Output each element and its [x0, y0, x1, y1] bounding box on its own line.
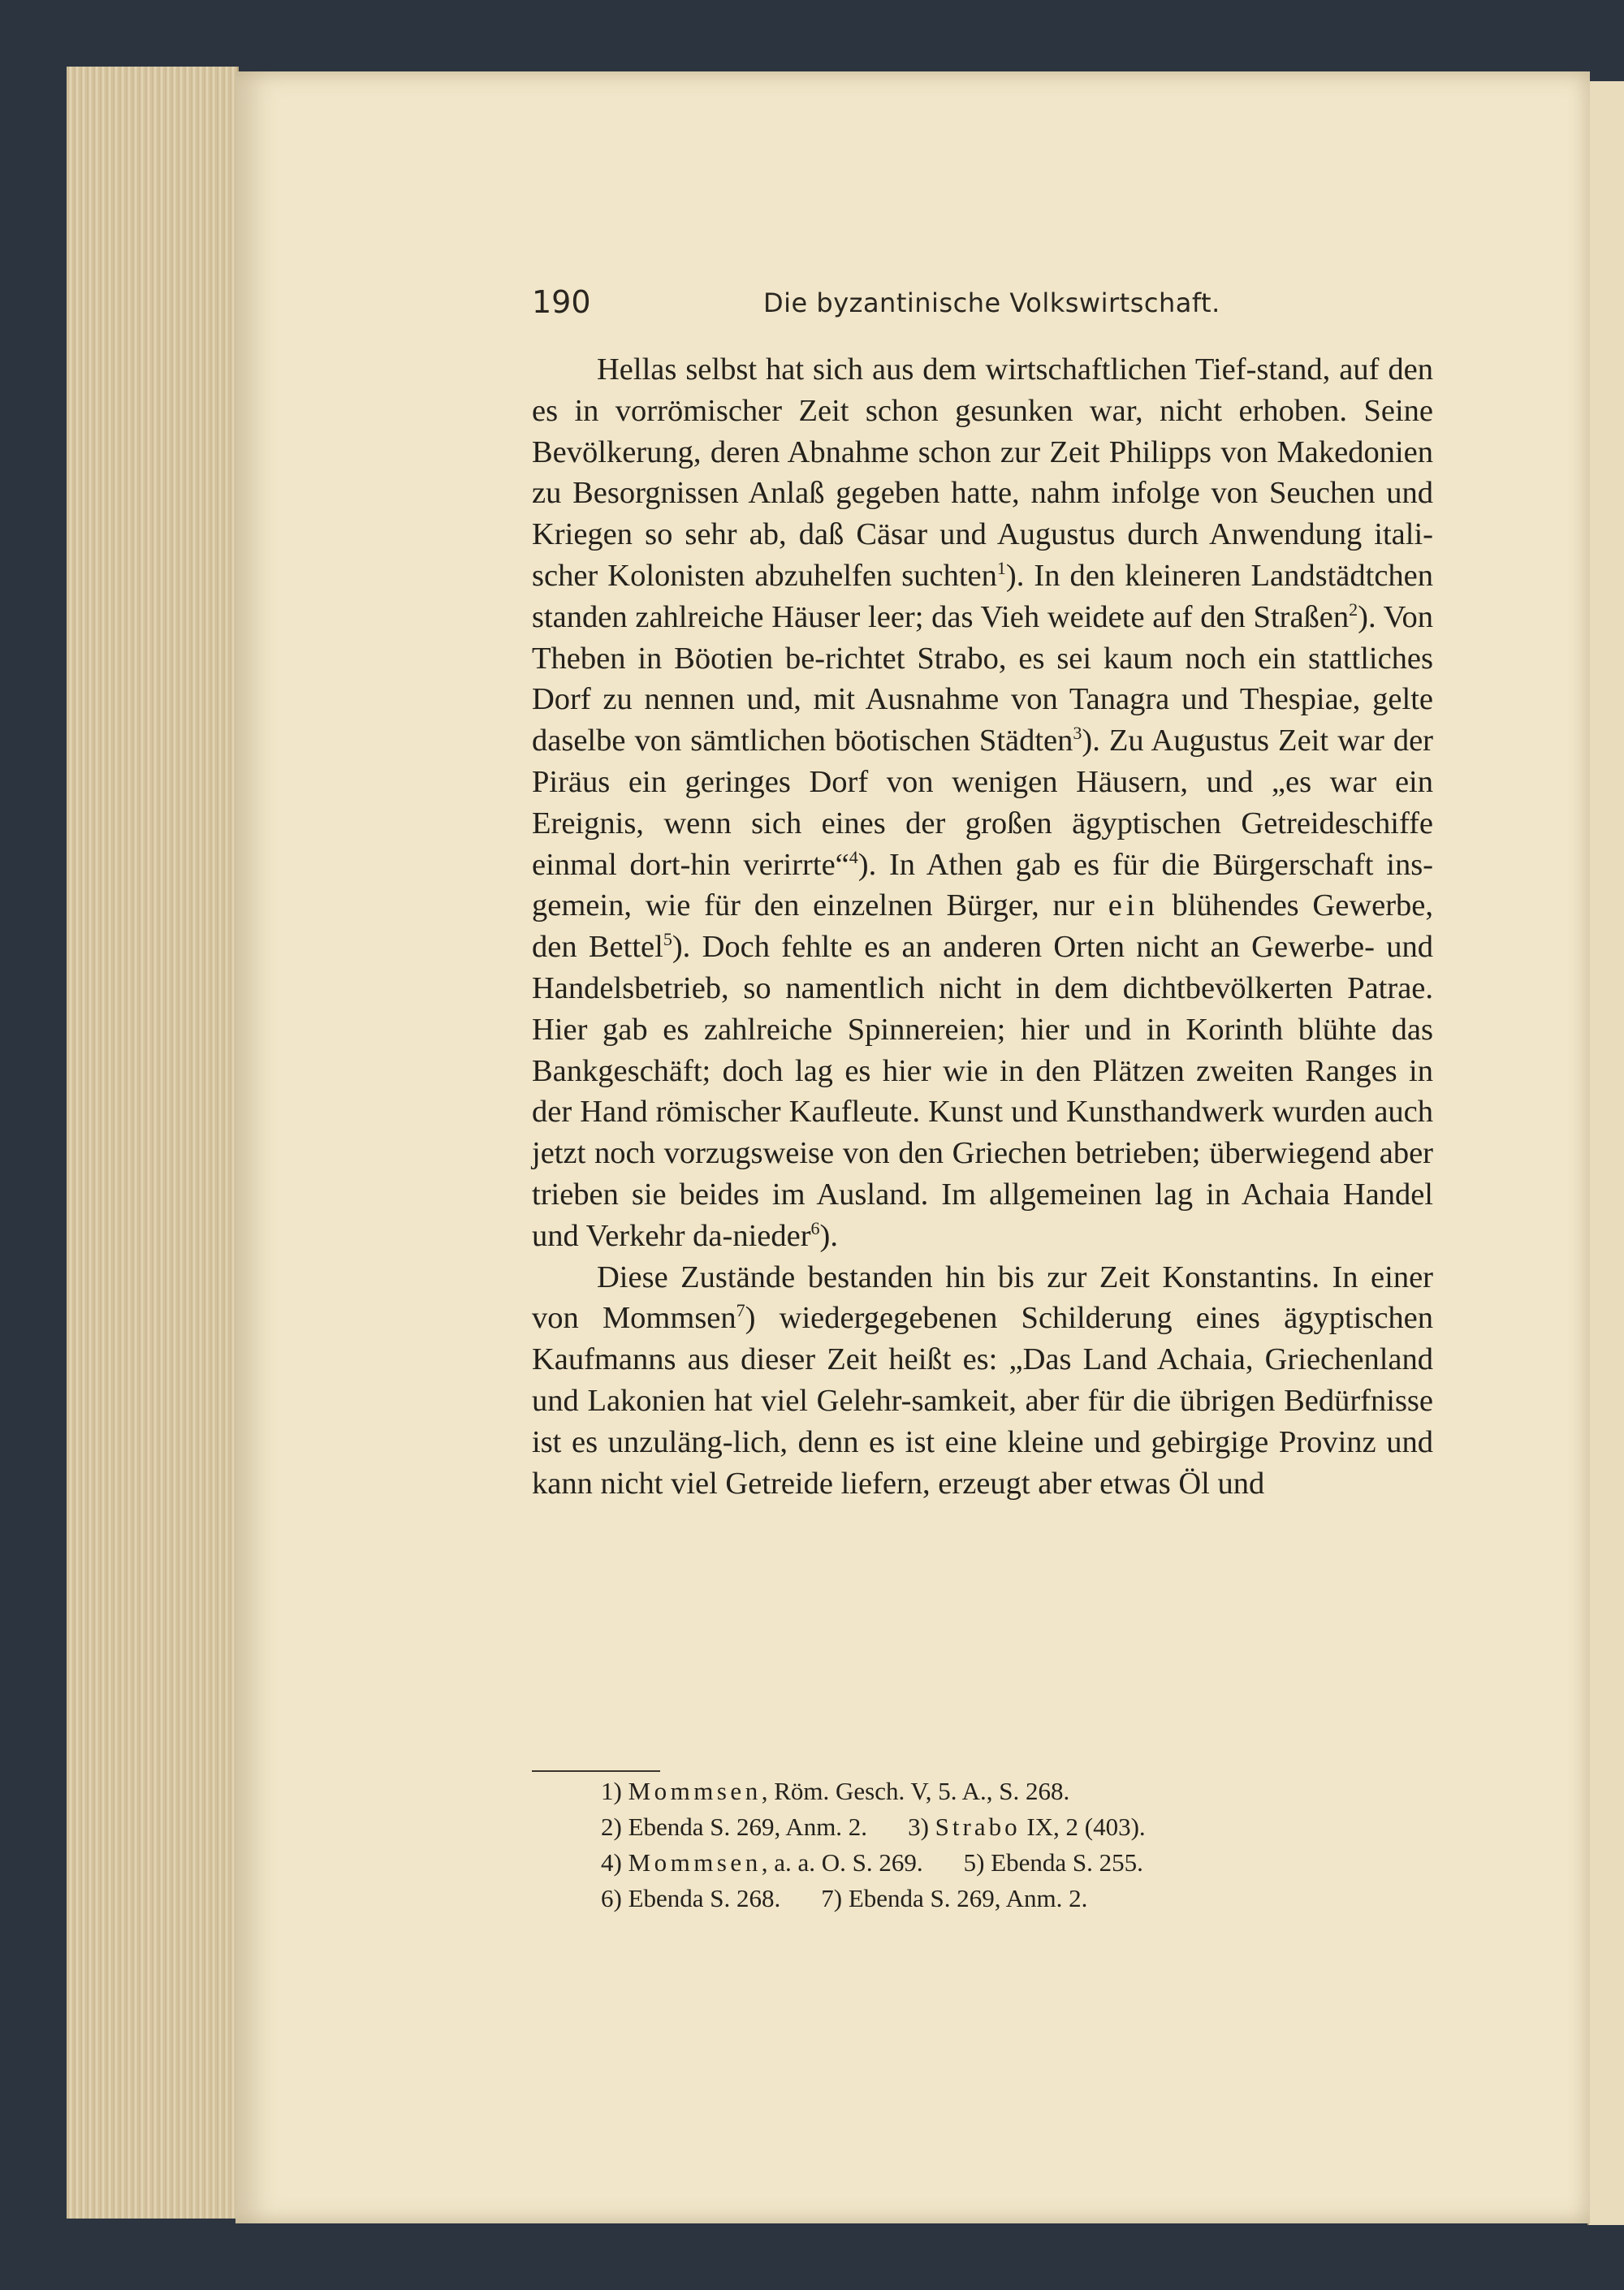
paragraph-2: Diese Zustände bestanden hin bis zur Zeit Konstantins. In einer von Mommsen$^7$) wiedergegebenen Schilderung eines ägyptischen Kaufmanns aus dieser Zeit heißt es: „Das Land Achaia, Griechenland und Lakonien hat viel Gelehr-samkeit, aber für die übrigen Bedürfnisse ist es unzuläng-lich, denn es ist eine kleine und gebirgige Provinz und kann nicht viel Getreide liefern, erzeugt aber etwas Öl und	[532, 1260, 1433, 1501]
footnote-ref: 3	[1073, 723, 1082, 744]
footnote-2-3: 2) Ebenda S. 269, Anm. 2. 3) Strabo IX, 2 (403).	[601, 1813, 1146, 1841]
footnote-ref: 7	[736, 1300, 745, 1321]
main-text	[532, 349, 1433, 1504]
page-edges	[67, 67, 239, 2219]
footnote-separator	[532, 1770, 660, 1772]
footnote-4-5: 4) Mommsen, a. a. O. S. 269. 5) Ebenda S. 255.	[601, 1848, 1143, 1877]
footnote-ref: 4	[849, 846, 858, 867]
footnote-6-7: 6) Ebenda S. 268. 7) Ebenda S. 269, Anm. 2.	[601, 1884, 1088, 1912]
paragraph-1: Hellas selbst hat sich aus dem wirtschaftlichen Tief-stand, auf den es in vorrömischer Zeit schon gesunken war, nicht erhoben. Seine Bevölkerung, deren Abnahme schon zur Zeit Philipps von Makedonien zu Besorgnissen Anlaß gegeben hatte, nahm infolge von Seuchen und Kriegen so sehr ab, daß Cäsar und Augustus durch Anwendung itali-scher Kolonisten abzuhelfen suchten$^1$). In den kleineren Landstädtchen standen zahlreiche Häuser leer; das Vieh weidete auf den Straßen$^2$). Von Theben in Böotien be-richtet Strabo, es sei kaum noch ein stattliches Dorf zu nennen und, mit Ausnahme von Tanagra und Thespiae, gelte daselbe von sämtlichen böotischen Städten$^3$). Zu Augustus Zeit war der Piräus ein geringes Dorf von wenigen Häusern, und „es war ein Ereignis, wenn sich eines der großen ägyptischen Getreideschiffe einmal dort-hin verirrte“$^4$). In Athen gab es für die Bürgerschaft ins-gemein, wie für den einzelnen Bürger, nur ein blühendes Gewerbe, den Bettel$^5$). Doch fehlte es an anderen Orten nicht an Gewerbe- und Handelsbetrieb, so namentlich nicht in dem dichtbevölkerten Patrae. Hier gab es zahlreiche Spinnereien; hier und in Korinth blühte das Bankgeschäft; doch lag es hier wie in den Plätzen zweiten Ranges in der Hand römischer Kaufleute. Kunst und Kunsthandwerk wurden auch jetzt noch vorzugsweise von den Griechen betrieben; überwiegend aber trieben sie beides im Ausland. Im allgemeinen lag in Achaia Handel und Verkehr da-nieder$^6$).	[532, 352, 1433, 1253]
spaced-emphasis: ein	[1108, 888, 1159, 923]
footnote-ref: 5	[663, 929, 672, 950]
footnote-ref: 2	[1349, 598, 1358, 620]
footnote-1: 1) Mommsen, Röm. Gesch. V, 5. A., S. 268.	[601, 1777, 1070, 1805]
footnotes	[601, 1774, 1413, 1916]
page-header	[532, 284, 1441, 333]
footnote-ref: 6	[810, 1217, 820, 1238]
page-number: 190	[532, 284, 591, 320]
running-title: Die byzantinische Volkswirtschaft.	[763, 287, 1220, 318]
footnote-ref: 1	[996, 557, 1006, 578]
next-page-edge	[1587, 81, 1624, 2225]
